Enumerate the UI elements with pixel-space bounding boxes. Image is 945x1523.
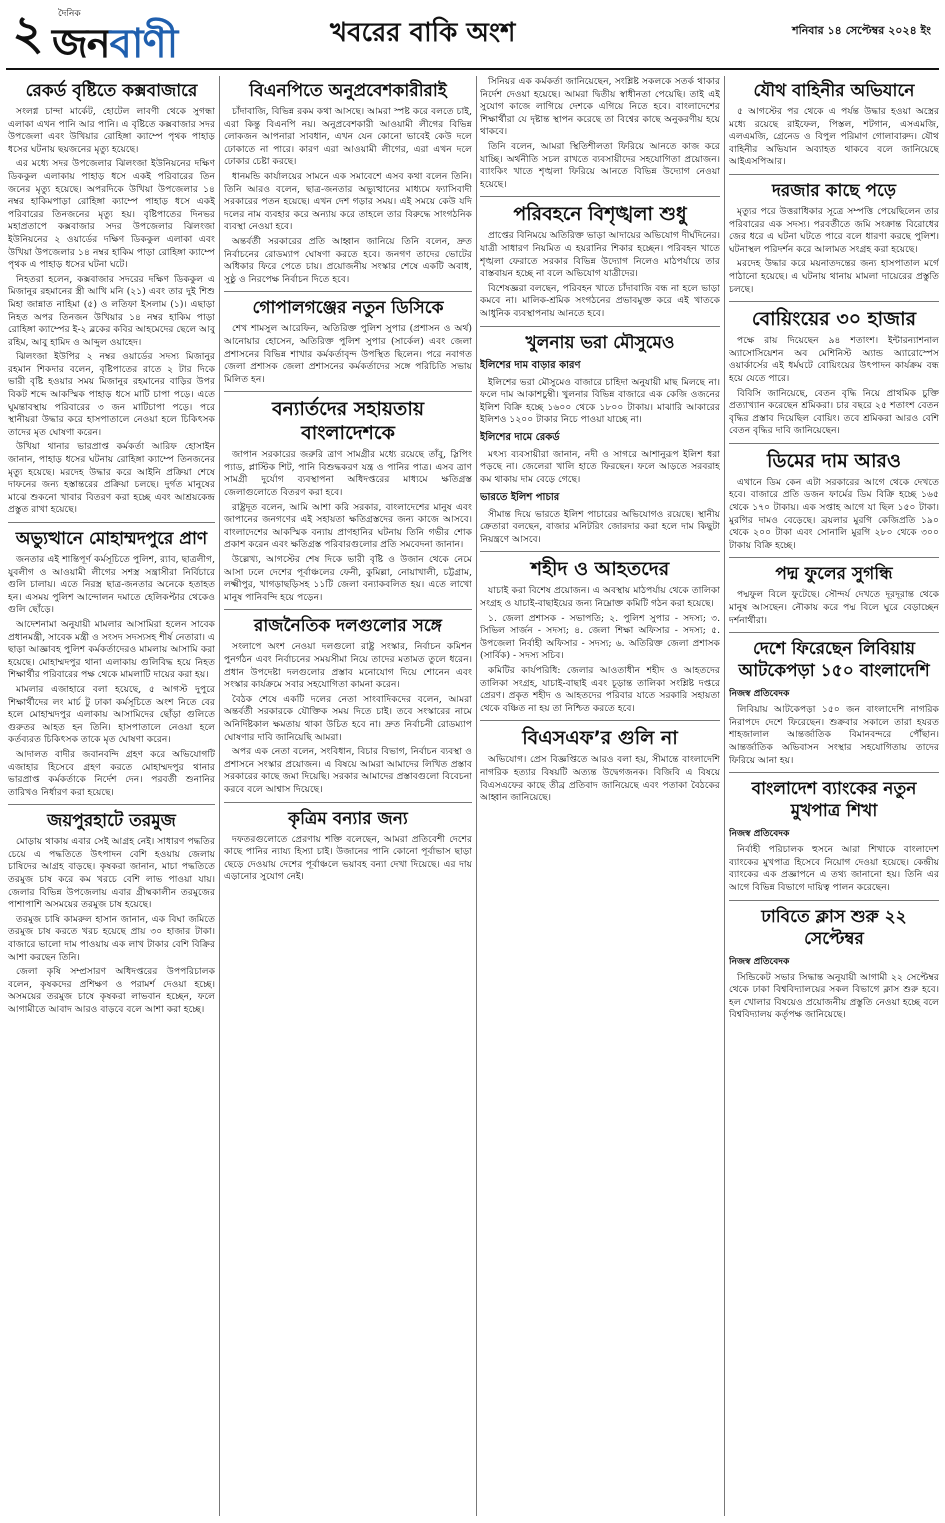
article-headline[interactable]: দেশে ফিরেছেন লিবিয়ায় আটকেপড়া ১৫০ বাংলাদেশি bbox=[738, 639, 930, 682]
article-paragraph: ঝিলংজা ইউপির ২ নম্বর ওয়ার্ডের সদস্য মিজানুর রহমান শিকদার বলেন, বৃষ্টিপাতের রাতে ২ টার দিকে ভারী বৃষ্টি হওয়ার সময় মিজানুর রহমানের বাড়ির উপর বিকট শব্দে আকস্মিক পাহাড় ধসে মাটি চাপা পড়ে। এতে ঘুমন্তাবস্থায় পরিবারের ৩ জন মাটিচাপা পড়ে। পরে স্থানীয়রা উদ্ধার করে হাসপাতালে নেওয়া হলে চিকিৎসক তাদের মৃত ঘোষণা করেন। bbox=[8, 351, 215, 438]
article-headline[interactable]: ঢাবিতে ক্লাস শুরু ২২ সেপ্টেম্বর bbox=[761, 906, 907, 949]
article-headline[interactable]: ডিমের দাম আরও bbox=[767, 449, 901, 472]
subheading: ভারতে ইলিশ পাচার bbox=[480, 491, 560, 503]
article-paragraph: নিহতরা হলেন, কক্সবাজার সদরের দক্ষিণ ডিককুল এ মিজানুর রহমানের স্ত্রী আখি মনি (২১) এবং তার দুই শিশু মিহা জান্নাত নাহিমা (৫) ও লতিফা ইসলাম (১)। এছাড়া নিহত অপর তিনজন উখিয়ার ১৪ নম্বর হাকিম পাড়া রোহিঙ্গা ক্যাম্পের ই-২ ব্লকের কবির আহমেদের ছেলে আবু রহিম, আবু হামিদ ও আব্দুল ওয়াহেদ। bbox=[8, 273, 215, 348]
article-headline[interactable]: পরিবহনে বিশৃঙ্খলা শুধু bbox=[513, 203, 687, 226]
column-4 bbox=[729, 76, 939, 1516]
subheading: ইলিশের দামে রেকর্ড bbox=[480, 431, 560, 443]
article-paragraph: সংলগ্ন চান্দা মার্কেট, হোটেল লাবণী থেকে সুগন্ধা এলাকা এখন পানি আর পানি। এ বৃষ্টিতে কক্সবাজার সদর উপজেলা এবং উখিয়ার রোহিঙ্গা ক্যাম্পে পৃথক পাহাড় ধসের ঘটনায় ছয়জনের মৃত্যু হয়েছে। bbox=[8, 106, 215, 155]
byline: নিজস্ব প্রতিবেদক bbox=[729, 689, 790, 700]
article-paragraph: জনতার এই শান্তিপূর্ণ কর্মসূচিতে পুলিশ, র‌্যাব, ছাত্রলীগ, যুবলীগ ও আওয়ামী লীগের সশস্ত্র সন্ত্রাসীরা নির্বিচারে গুলি চালায়। এতে নিরস্ত্র ছাত্র-জনতার অনেকে হতাহত হন। এসময় পুলিশ আন্দোলন দমাতে হেলিকপ্টার থেকেও গুলি ছোঁড়ে। bbox=[8, 554, 215, 616]
article-separator bbox=[729, 557, 939, 558]
article-paragraph: অপর এক নেতা বলেন, সংবিধান, বিচার বিভাগ, নির্বাচন ব্যবস্থা ও প্রশাসনে সংস্কার প্রয়োজন। এ বিষয়ে আমরা আমাদের লিখিত প্রস্তাব সরকারের কাছে জমা দিয়েছি। সরকার আমাদের প্রস্তাবগুলো বিবেচনা করবে বলে আশ্বাস দিয়েছে। bbox=[224, 746, 472, 795]
masthead bbox=[0, 0, 945, 70]
article-paragraph: সীমান্ত দিয়ে ভারতে ইলিশ পাচারের অভিযোগও রয়েছে। স্থানীয় ক্রেতারা বলছেন, বাজার মনিটরিং জোরদার করা হলে দাম কিছুটা নিয়ন্ত্রণে আসবে। bbox=[480, 508, 720, 545]
column-2 bbox=[224, 76, 472, 1516]
subheading: ইলিশের দাম বাড়ার কারণ bbox=[480, 359, 581, 371]
column-divider bbox=[724, 76, 725, 1516]
article-separator bbox=[8, 522, 215, 523]
article-headline[interactable]: বিএসএফ’র গুলি না bbox=[522, 727, 678, 750]
article-headline[interactable]: বিএনপিতে অনুপ্রবেশকারীরাই bbox=[249, 81, 447, 101]
article-headline[interactable]: কৃত্রিম বন্যার জন্য bbox=[288, 808, 408, 829]
article-headline[interactable]: শহীদ ও আহতদের bbox=[530, 558, 670, 581]
article-paragraph: মৃত্যুর পরে উত্তরাধিকার সূত্রে সম্পত্তি পেয়েছিলেন তার পরিবারের এক সদস্য। পরবর্তীতে জমি সংক্রান্ত বিরোধের জের ধরে এ ঘটনা ঘটতে পারে বলে ধারণা করছে পুলিশ। ঘটনাস্থল পরিদর্শন করে আলামত সংগ্রহ করা হয়েছে। bbox=[729, 205, 939, 255]
article-separator bbox=[224, 391, 472, 392]
article-paragraph: চাঁদাবাজি, বিভিন্ন রকম কথা আসছে। আমরা স্পষ্ট করে বলতে চাই, এরা কিন্তু বিএনপি নয়। অনুপ্রবেশকারী আওয়ামী লীগের বিভিন্ন লোকজন আপনারা সাবধান, এখন যেন কোনো ভাবেই কেউ দলে ঢোকাতে না পারে। কারণ এরা আওয়ামী লীগের, এরা এখন দলে ঢোকার চেষ্টা করছে। bbox=[224, 106, 472, 168]
logo-part-2: বাণী bbox=[109, 21, 178, 67]
article-paragraph: যাচাই করা বিশেষ প্রয়োজন। এ অবস্থায় মাঠপর্যায় থেকে তালিকা সংগ্রহ ও যাচাই-বাছাইয়ের জন্য নিম্নোক্ত কমিটি গঠন করা হয়েছে। bbox=[480, 585, 720, 610]
masthead-rule bbox=[6, 68, 939, 70]
article-paragraph: সিন্ডিকেট সভার সিদ্ধান্ত অনুযায়ী আগামী ২২ সেপ্টেম্বর থেকে ঢাকা বিশ্ববিদ্যালয়ের সকল বিভাগে ক্লাস শুরু হবে। হল খোলার বিষয়েও প্রয়োজনীয় প্রস্তুতি নেওয়া হচ্ছে বলে বিশ্ববিদ্যালয় কর্তৃপক্ষ জানিয়েছে। bbox=[729, 971, 939, 1021]
article-headline[interactable]: জয়পুরহাটে তরমুজ bbox=[47, 811, 176, 832]
article-paragraph: বৈঠক শেষে একটি দলের নেতা সাংবাদিকদের বলেন, আমরা অন্তর্বর্তী সরকারকে যৌক্তিক সময় দিতে চাই। তবে সংস্কারের নামে অনির্দিষ্টকাল ক্ষমতায় থাকা উচিত হবে না। দ্রুত নির্বাচনী রোডম্যাপ ঘোষণার দাবি জানিয়েছি আমরা। bbox=[224, 693, 472, 743]
article-separator bbox=[224, 802, 472, 803]
article-separator bbox=[224, 609, 472, 610]
article-paragraph: উল্লেখ্য, আগস্টের শেষ দিকে ভারী বৃষ্টি ও উজান থেকে নেমে আসা ঢলে দেশের পূর্বাঞ্চলের ফেনী, কুমিল্লা, নোয়াখালী, চট্টগ্রাম, লক্ষ্মীপুর, খাগড়াছড়িসহ ১১টি জেলা বন্যাকবলিত হয়। এতে লাখো মানুষ পানিবন্দি হয়ে পড়েন। bbox=[224, 554, 472, 603]
column-divider bbox=[476, 76, 477, 1516]
article-separator bbox=[729, 632, 939, 633]
article-paragraph: জাপান সরকারের জরুরি ত্রাণ সামগ্রীর মধ্যে রয়েছে তাঁবু, স্লিপিং প্যাড, প্লাস্টিক শিট, পানি বিশুদ্ধকরণ যন্ত্র ও পানির পাত্র। এসব ত্রাণ সামগ্রী দুর্যোগ ব্যবস্থাপনা অধিদপ্তরের মাধ্যমে ক্ষতিগ্রস্ত জেলাগুলোতে বিতরণ করা হবে। bbox=[224, 449, 472, 499]
article-paragraph: আদেশনামা অনুযায়ী মামলার আসামিরা হলেন সাবেক প্রধানমন্ত্রী, সাবেক মন্ত্রী ও সংসদ সদস্যসহ শীর্ষ নেতারা। এ ছাড়া আজ্ঞাবহ পুলিশ কর্মকর্তাদেরও মামলায় আসামি করা হয়েছে। মোহাম্মদপুর থানা এলাকায় গুলিবিদ্ধ হয়ে নিহত শিক্ষার্থীর পরিবারের পক্ষ থেকে মামলাটি দায়ের করা হয়। bbox=[8, 618, 215, 681]
article-separator bbox=[224, 291, 472, 292]
article-headline[interactable]: খুলনায় ভরা মৌসুমেও bbox=[525, 332, 675, 353]
article-headline[interactable]: রাজনৈতিক দলগুলোর সঙ্গে bbox=[254, 616, 442, 637]
article-headline[interactable]: পদ্ম ফুলের সুগন্ধি bbox=[775, 564, 893, 585]
article-headline[interactable]: গোপালগঞ্জের নতুন ডিসিকে bbox=[252, 298, 444, 319]
article-headline[interactable]: বোয়িংয়ের ৩০ হাজার bbox=[751, 308, 917, 331]
article-paragraph: মামলার এজাহারে বলা হয়েছে, ৫ আগস্ট দুপুরে শিক্ষার্থীদের লং মার্চ টু ঢাকা কর্মসূচিতে অংশ নিতে বের হলে মোহাম্মদপুর এলাকায় আসামিদের ছোঁড়া গুলিতে গুরুতর আহত হন তিনি। হাসপাতালে নেওয়া হলে কর্তব্যরত চিকিৎসক তাকে মৃত ঘোষণা করেন। bbox=[8, 683, 215, 746]
article-separator bbox=[480, 720, 720, 721]
article-headline[interactable]: যৌথ বাহিনীর অভিযানে bbox=[753, 81, 915, 101]
byline: নিজস্ব প্রতিবেদক bbox=[729, 829, 790, 840]
committee-list: ১. জেলা প্রশাসক - সভাপতি; ২. পুলিশ সুপার - সদস্য; ৩. সিভিল সার্জন - সদস্য; ৪. জেলা শিক্ষা অফিসার - সদস্য; ৫. উপজেলা নির্বাহী অফিসার - সদস্য; ৬. অতিরিক্ত জেলা প্রশাসক (সার্বিক) - সদস্য সচিব। bbox=[480, 612, 720, 662]
article-paragraph: তিনি বলেন, আমরা স্থিতিশীলতা ফিরিয়ে আনতে কাজ করে যাচ্ছি। অর্থনীতি সচল রাখতে ব্যবসায়ীদের সহযোগিতা প্রয়োজন। ব্যাংকিং খাতে শৃঙ্খলা ফিরিয়ে আনতে বিভিন্ন উদ্যোগ নেওয়া হয়েছে। bbox=[480, 140, 720, 190]
article-headline[interactable]: বাংলাদেশ ব্যাংকের নতুন মুখপাত্র শিখা bbox=[751, 779, 917, 822]
article-paragraph: এর মধ্যে সদর উপজেলার ঝিলংজা ইউনিয়নের দক্ষিণ ডিককুল এলাকায় পাহাড় ধসে একই পরিবারের তিন জনের মৃত্যু হয়েছে। অপরদিকে উখিয়া উপজেলার ১৪ নম্বর হাকিমপাড়া রোহিঙ্গা ক্যাম্পে পাহাড় ধসে একই পরিবারের তিনজনের মৃত্যু হয়। বৃষ্টিপাতের দিনভর মহাপ্রতাপে কক্সবাজার সদর উপজেলার ঝিলংজা ইউনিয়নের ২ ওয়ার্ডের দক্ষিণ ডিককুল এলাকা এবং উখিয়া উপজেলার ১৪ নম্বর হাকিম পাড়া রোহিঙ্গা ক্যাম্পে পৃথক এ পাহাড় ধসের ঘটনা ঘটে। bbox=[8, 158, 215, 271]
logo-tagline: দৈনিক bbox=[58, 9, 81, 19]
article-paragraph: সংলাপে অংশ নেওয়া দলগুলো রাষ্ট্র সংস্কার, নির্বাচন কমিশন পুনর্গঠন এবং নির্বাচনের সময়সীমা নিয়ে তাদের মতামত তুলে ধরেন। প্রধান উপদেষ্টা দলগুলোর প্রস্তাব মনোযোগ দিয়ে শোনেন এবং সংস্কার কার্যক্রমে সবার সহযোগিতা কামনা করেন। bbox=[224, 641, 472, 691]
article-separator bbox=[729, 772, 939, 773]
article-separator bbox=[480, 196, 720, 197]
article-paragraph: ৫ আগস্টের পর থেকে এ পর্যন্ত উদ্ধার হওয়া অস্ত্রের মধ্যে রয়েছে রাইফেল, পিস্তল, শটগান, এসএমজি, এলএমজি, গ্রেনেড ও বিপুল পরিমাণ গোলাবারুদ। যৌথ বাহিনীর অভিযান অব্যাহত থাকবে বলে জানিয়েছে আইএসপিআর। bbox=[729, 106, 939, 168]
article-separator bbox=[729, 443, 939, 444]
article-headline[interactable]: বন্যার্তদের সহায়তায় বাংলাদেশকে bbox=[271, 398, 425, 445]
article-paragraph: সিনিয়র এক কর্মকর্তা জানিয়েছেন, সংশ্লিষ্ট সকলকে সতর্ক থাকার নির্দেশ দেওয়া হয়েছে। আমরা দ্বিতীয় স্বাধীনতা পেয়েছি। তাই এই সুযোগ কাজে লাগিয়ে দেশকে এগিয়ে নিতে হবে। বাংলাদেশের শিক্ষার্থীরা যে দৃষ্টান্ত স্থাপন করেছে তা বিশ্বের কাছে অনুকরণীয় হয়ে থাকবে। bbox=[480, 76, 720, 138]
article-paragraph: কমিটির কার্যপরিধি: জেলার আওতাধীন শহীদ ও আহতদের তালিকা সংগ্রহ, যাচাই-বাছাই এবং চূড়ান্ত তালিকা সংশ্লিষ্ট দপ্তরে প্রেরণ। প্রকৃত শহীদ ও আহতদের পরিবার যাতে সরকারি সহায়তা থেকে বঞ্চিত না হয় তা নিশ্চিত করতে হবে। bbox=[480, 665, 720, 714]
section-title: খবরের বাকি অংশ bbox=[330, 18, 516, 48]
column-3 bbox=[480, 76, 720, 1516]
article-paragraph: প্রাপ্তের বিনিময়ে অতিরিক্ত ভাড়া আদায়ের অভিযোগ দীর্ঘদিনের। যাত্রী সাধারণ নিয়মিত এ হয়রানির শিকার হচ্ছেন। পরিবহন খাতে শৃঙ্খলা ফেরাতে সরকার বিভিন্ন উদ্যোগ নিলেও মাঠপর্যায়ে তার বাস্তবায়ন হচ্ছে না বলে অভিযোগ যাত্রীদের। bbox=[480, 230, 720, 280]
article-paragraph: পদ্মফুল বিলে ফুটেছে। সৌন্দর্য দেখতে দূরদূরান্ত থেকে মানুষ আসছেন। নৌকায় করে পদ্ম বিলে ঘুরে বেড়াচ্ছেন দর্শনার্থীরা। bbox=[729, 589, 939, 626]
page-number: ২ bbox=[12, 5, 44, 61]
newspaper-logo bbox=[52, 6, 242, 67]
article-paragraph: বিবিসি জানিয়েছে, বেতন বৃদ্ধি নিয়ে প্রাথমিক চুক্তি প্রত্যাখ্যান করেছেন শ্রমিকরা। চার বছরে ২৫ শতাংশ বেতন বৃদ্ধির প্রস্তাব দিয়েছিল বোয়িং। তবে শ্রমিকরা আরও বেশি বেতন বৃদ্ধির দাবি জানিয়েছেন। bbox=[729, 387, 939, 437]
article-paragraph: জেলা কৃষি সম্প্রসারণ অধিদপ্তরের উপপরিচালক বলেন, কৃষকদের প্রশিক্ষণ ও পরামর্শ দেওয়া হচ্ছে। অসময়ের তরমুজ চাষে কৃষকরা লাভবান হচ্ছেন, ফলে আগামীতে আবাদ আরও বাড়বে বলে আশা করা হচ্ছে। bbox=[8, 966, 215, 1015]
article-separator bbox=[480, 551, 720, 552]
article-separator bbox=[729, 174, 939, 175]
column-divider bbox=[219, 76, 220, 1516]
article-paragraph: উখিয়া থানার ভারপ্রাপ্ত কর্মকর্তা আরিফ হোসাইন জানান, পাহাড় ধসের ঘটনায় রোহিঙ্গা ক্যাম্পে তিনজনের মৃত্যু হয়েছে। মরদেহ উদ্ধার করে আইনি প্রক্রিয়া শেষে দাফনের জন্য হস্তান্তরের প্রক্রিয়া চলছে। দুর্গত মানুষের মাঝে শুকনো খাবার বিতরণ করা হচ্ছে এবং আশ্রয়কেন্দ্র প্রস্তুত রাখা হয়েছে। bbox=[8, 441, 215, 516]
article-paragraph: মৎস্য ব্যবসায়ীরা জানান, নদী ও সাগরে আশানুরূপ ইলিশ ধরা পড়ছে না। জেলেরা খালি হাতে ফিরছেন। ফলে আড়তে সরবরাহ কম থাকায় দাম বেড়ে গেছে। bbox=[480, 448, 720, 486]
article-paragraph: তরমুজ চাষি কামরুল হাসান জানান, এক বিঘা জমিতে তরমুজ চাষ করতে খরচ হয়েছে প্রায় ৩০ হাজার টাকা। বাজারে ভালো দাম পাওয়ায় এক লাখ টাকার বেশি বিক্রির আশা করছেন তিনি। bbox=[8, 913, 215, 963]
article-paragraph: অভিযোগ। প্রেস বিজ্ঞপ্তিতে আরও বলা হয়, সীমান্তে বাংলাদেশি নাগরিক হত্যার বিষয়টি অত্যন্ত উদ্বেগজনক। বিজিবি এ বিষয়ে বিএসএফের কাছে তীব্র প্রতিবাদ জানিয়েছে এবং পতাকা বৈঠকের আহ্বান জানিয়েছে। bbox=[480, 754, 720, 804]
article-separator bbox=[729, 301, 939, 302]
article-paragraph: নির্বাহী পরিচালক হুসনে আরা শিখাকে বাংলাদেশ ব্যাংকের মুখপাত্র হিসেবে নিয়োগ দেওয়া হয়েছে। কেন্দ্রীয় ব্যাংকের এক প্রজ্ঞাপনে এ তথ্য জানানো হয়। তিনি এর আগে বিভিন্ন বিভাগে দায়িত্ব পালন করেছেন। bbox=[729, 844, 939, 893]
column-1 bbox=[8, 76, 215, 1516]
article-paragraph: লিবিয়ায় আটকেপড়া ১৫০ জন বাংলাদেশি নাগরিক নিরাপদে দেশে ফিরেছেন। শুক্রবার সকালে তারা হযরত শাহজালাল আন্তর্জাতিক বিমানবন্দরে পৌঁছান। আন্তর্জাতিক অভিবাসন সংস্থার সহযোগিতায় তাদের ফিরিয়ে আনা হয়। bbox=[729, 704, 939, 766]
article-separator bbox=[8, 804, 215, 805]
article-paragraph: রাষ্ট্রদূত বলেন, আমি আশা করি সরকার, বাংলাদেশের মানুষ এবং জাপানের জনগণের এই সহায়তা ক্ষতিগ্রস্তদের জন্য কাজে আসবে। বাংলাদেশের আকস্মিক বন্যায় প্রাণহানির ঘটনায় তিনি গভীর শোক প্রকাশ করেন এবং ক্ষতিগ্রস্ত পরিবারগুলোর প্রতি সমবেদনা জানান। bbox=[224, 501, 472, 551]
article-paragraph: মোড়ায় থাকায় এবার সেই আগ্রহ নেই। সাধারণ পদ্ধতির চেয়ে এ পদ্ধতিতে উৎপাদন বেশি হওয়ায় জেলায় চাষিদের আগ্রহ বাড়ছে। কৃষকরা জানান, মাচা পদ্ধতিতে তরমুজ চাষ করে কম খরচে বেশি লাভ পাওয়া যায়। জেলার বিভিন্ন উপজেলায় এবার গ্রীষ্মকালীন তরমুজের পাশাপাশি অসময়ের তরমুজ চাষ হয়েছে। bbox=[8, 836, 215, 911]
article-paragraph: আদালত বাদীর জবানবন্দি গ্রহণ করে অভিযোগটি এজাহার হিসেবে গ্রহণ করতে মোহাম্মদপুর থানার ভারপ্রাপ্ত কর্মকর্তাকে নির্দেশ দেন। পরবর্তী শুনানির তারিখও নির্ধারণ করা হয়েছে। bbox=[8, 748, 215, 798]
article-headline[interactable]: অভ্যুত্থানে মোহাম্মদপুরে প্রাণ bbox=[15, 529, 208, 549]
article-paragraph: মরদেহ উদ্ধার করে ময়নাতদন্তের জন্য হাসপাতাল মর্গে পাঠানো হয়েছে। এ ঘটনায় থানায় মামলা দায়েরের প্রস্তুতি চলছে। bbox=[729, 258, 939, 295]
article-headline[interactable]: রেকর্ড বৃষ্টিতে কক্সবাজারে bbox=[25, 81, 198, 101]
logo-part-1: জন bbox=[52, 21, 110, 67]
article-separator bbox=[480, 326, 720, 327]
article-paragraph: পক্ষে রায় দিয়েছেন ৯৪ শতাংশ। ইন্টারন্যাশনাল অ্যাসোসিয়েশন অব মেশিনিস্ট অ্যান্ড অ্যারোস্পেস ওয়ার্কার্সের এই ধর্মঘটে বোয়িংয়ের উৎপাদন কার্যক্রম বন্ধ হয়ে যেতে পারে। bbox=[729, 335, 939, 384]
article-paragraph: ধানমন্ডি কার্যালয়ের সামনে এক সমাবেশে এসব কথা বলেন তিনি। তিনি আরও বলেন, ছাত্র-জনতার অভ্যুত্থানের মাধ্যমে ফ্যাসিবাদী সরকারের পতন হয়েছে। এখন দেশ গড়ার সময়। এই সময়ে কেউ যদি দলের নাম ব্যবহার করে অন্যায় করে তাহলে তার বিরুদ্ধে সাংগঠনিক ব্যবস্থা নেওয়া হবে। bbox=[224, 170, 472, 233]
article-headline[interactable]: দরজার কাছে পড়ে bbox=[771, 180, 897, 201]
article-paragraph: শেখ শামসুল আরেফিন, অতিরিক্ত পুলিশ সুপার (প্রশাসন ও অর্থ) আনোয়ার হোসেন, অতিরিক্ত পুলিশ সুপার (সার্কেল) এবং জেলা প্রশাসনের বিভিন্ন শাখার কর্মকর্তাবৃন্দ উপস্থিত ছিলেন। পরে নবাগত জেলা প্রশাসক জেলা প্রশাসনের কর্মকর্তাদের সঙ্গে পরিচিতি সভায় মিলিত হন। bbox=[224, 323, 472, 385]
article-paragraph: দফতরগুলোতে প্রেরণায় শক্তি বলেছেন, আমরা প্রতিবেশী দেশের কাছে পানির ন্যায্য হিস্যা চাই। উজানের পানি কোনো পূর্বাভাস ছাড়া ছেড়ে দেওয়ায় দেশের পূর্বাঞ্চলে ভয়াবহ বন্যা দেখা দিয়েছে। এর দায় এড়ানোর সুযোগ নেই। bbox=[224, 833, 472, 883]
article-paragraph: অন্তর্বর্তী সরকারের প্রতি আহ্বান জানিয়ে তিনি বলেন, দ্রুত নির্বাচনের রোডম্যাপ ঘোষণা করতে হবে। জনগণ তাদের ভোটের অধিকার ফিরে পেতে চায়। প্রয়োজনীয় সংস্কার শেষে একটি অবাধ, সুষ্ঠু ও নিরপেক্ষ নির্বাচন দিতে হবে। bbox=[224, 235, 472, 285]
article-paragraph: ইলিশের ভরা মৌসুমেও বাজারে চাহিদা অনুযায়ী মাছ মিলছে না। ফলে দাম আকাশচুম্বী। খুলনার বিভিন্ন বাজারে এক কেজি ওজনের ইলিশ বিক্রি হচ্ছে ১৬০০ থেকে ১৮০০ টাকায়। মাঝারি আকারের ইলিশও ১২০০ টাকার নিচে পাওয়া যাচ্ছে না। bbox=[480, 376, 720, 426]
article-separator bbox=[729, 900, 939, 901]
byline: নিজস্ব প্রতিবেদক bbox=[729, 956, 790, 967]
article-paragraph: এখানে ডিম কেন এটা সরকারের আগে থেকে দেখতে হবে। বাজারে প্রতি ডজন ফার্মের ডিম বিক্রি হচ্ছে ১৬৫ থেকে ১৭০ টাকায়। এক সপ্তাহ আগে যা ছিল ১৫০ টাকা। মুরগির দামও বেড়েছে। ব্রয়লার মুরগি কেজিপ্রতি ১৯০ থেকে ২০০ টাকা এবং সোনালি মুরগি ২৮০ থেকে ৩০০ টাকায় বিক্রি হচ্ছে। bbox=[729, 476, 939, 551]
dateline: শনিবার ১৪ সেপ্টেম্বর ২০২৪ ইং bbox=[792, 24, 931, 37]
article-paragraph: বিশেষজ্ঞরা বলছেন, পরিবহন খাতে চাঁদাবাজি বন্ধ না হলে ভাড়া কমবে না। মালিক-শ্রমিক সংগঠনের প্রভাবমুক্ত করে এই খাতকে আধুনিক ব্যবস্থাপনায় আনতে হবে। bbox=[480, 282, 720, 319]
